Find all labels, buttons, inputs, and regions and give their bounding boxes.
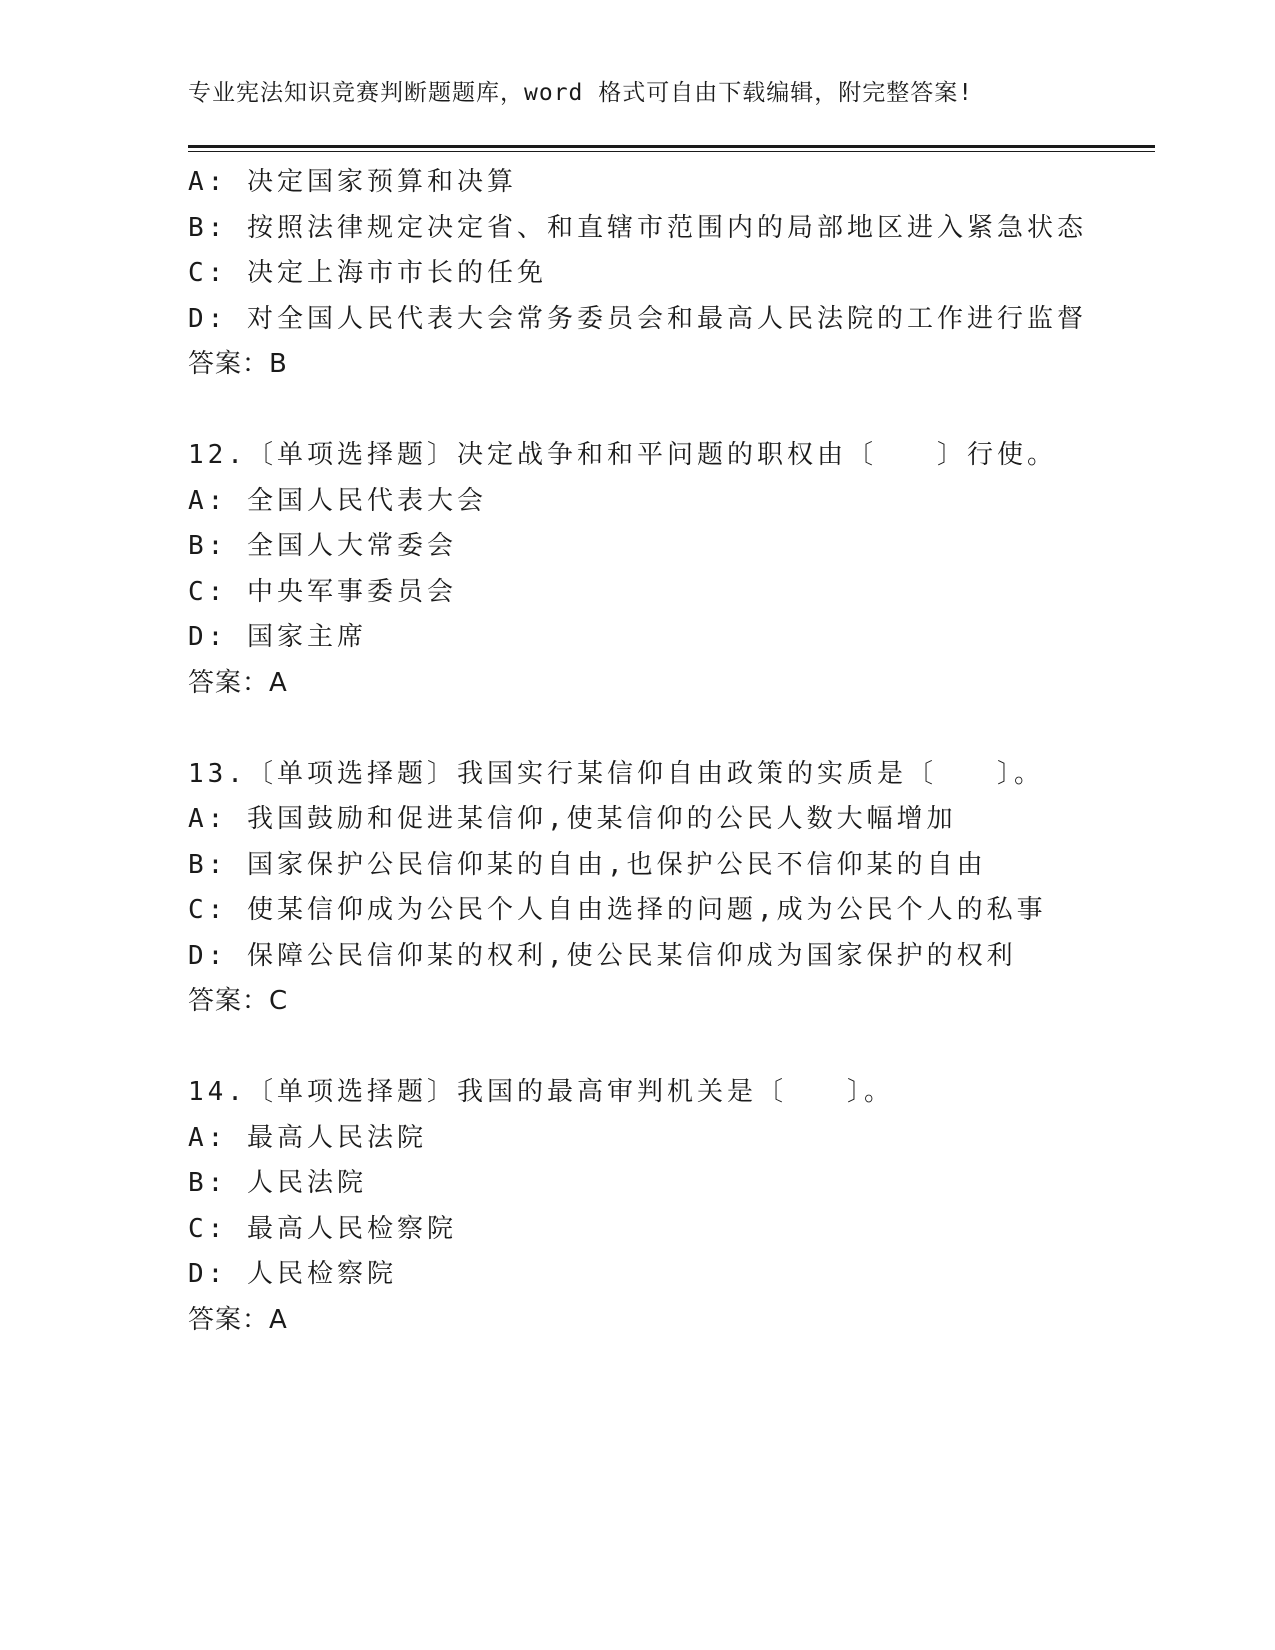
option-a: A: 最高人民法院 (188, 1122, 427, 1153)
document-body (188, 160, 1148, 1343)
question-block-14 (188, 1070, 1148, 1343)
option-a: A: 我国鼓励和促进某信仰,使某信仰的公民人数大幅增加 (188, 804, 957, 834)
header-divider-thin (188, 151, 1155, 152)
answer: 答案：A (188, 1304, 288, 1335)
option-b: B: 全国人大常委会 (188, 531, 457, 561)
option-d: D: 对全国人民代表大会常务委员会和最高人民法院的工作进行监督 (188, 303, 1087, 334)
option-c: C: 最高人民检察院 (188, 1213, 457, 1244)
question-block-11 (188, 160, 1148, 388)
page-header: 专业宪法知识竞赛判断题题库，word 格式可自由下载编辑，附完整答案! (188, 80, 974, 106)
answer: 答案：C (188, 986, 289, 1016)
option-b: B: 人民法院 (188, 1168, 367, 1198)
spacer (188, 1025, 1148, 1071)
option-b: B: 按照法律规定决定省、和直辖市范围内的局部地区进入紧急状态 (188, 212, 1087, 243)
spacer (188, 388, 1148, 434)
option-a: A: 决定国家预算和决算 (188, 167, 517, 197)
option-c: C: 决定上海市市长的任免 (188, 258, 547, 288)
answer: 答案：A (188, 667, 288, 698)
spacer (188, 706, 1148, 752)
question-stem: 14.〔单项选择题〕我国的最高审判机关是〔 〕。 (188, 1077, 894, 1107)
question-stem: 13.〔单项选择题〕我国实行某信仰自由政策的实质是〔 〕。 (188, 758, 1044, 789)
question-block-13 (188, 752, 1148, 1025)
option-d: D: 保障公民信仰某的权利,使公民某信仰成为国家保护的权利 (188, 940, 1017, 971)
option-a: A: 全国人民代表大会 (188, 485, 487, 516)
question-stem: 12.〔单项选择题〕决定战争和和平问题的职权由〔 〕行使。 (188, 440, 1057, 470)
option-c: C: 中央军事委员会 (188, 576, 457, 607)
option-d: D: 人民检察院 (188, 1259, 397, 1289)
answer: 答案：B (188, 349, 288, 379)
question-block-12 (188, 433, 1148, 706)
header-divider-thick (188, 145, 1155, 148)
option-c: C: 使某信仰成为公民个人自由选择的问题,成为公民个人的私事 (188, 895, 1047, 925)
option-b: B: 国家保护公民信仰某的自由,也保护公民不信仰某的自由 (188, 849, 987, 880)
option-d: D: 国家主席 (188, 622, 367, 652)
